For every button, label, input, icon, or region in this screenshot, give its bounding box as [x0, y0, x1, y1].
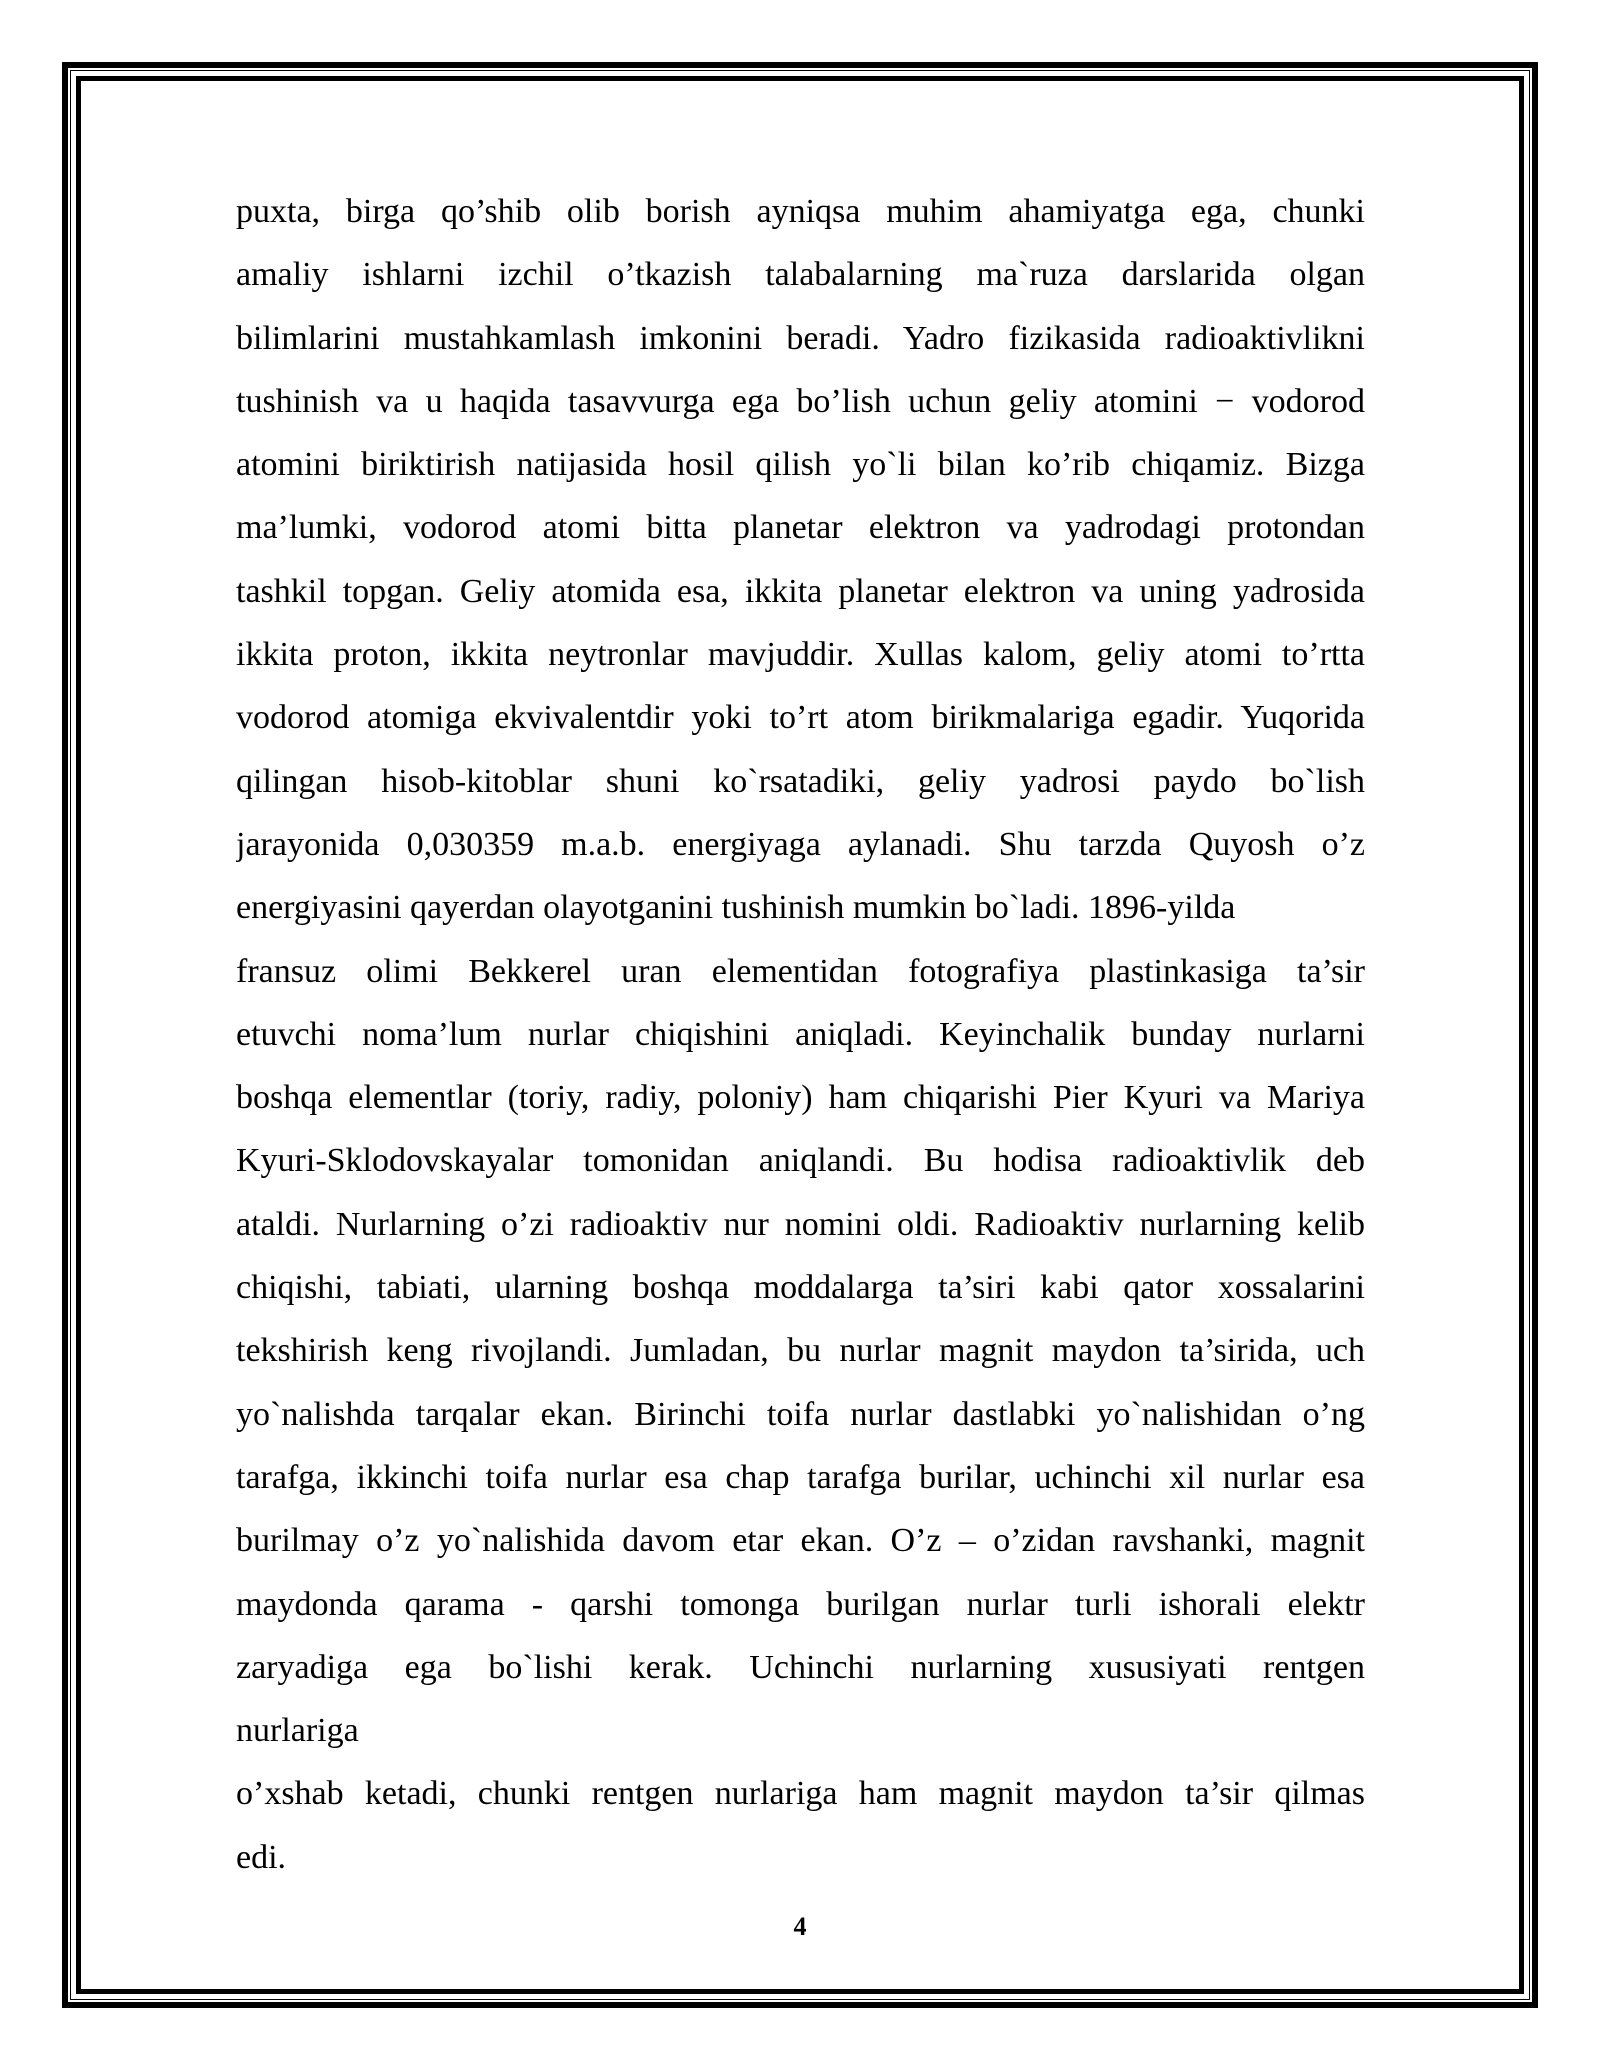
body-text-line: tarafga, ikkinchi toifa nurlar esa chap tarafga burilar, uchinchi xil nurlar esa — [236, 1458, 1365, 1496]
body-text-line: burilmay o’z yo`nalishida davom etar ekan. O’z – o’zidan ravshanki, magnit — [236, 1522, 1365, 1560]
body-text-line: energiyasini qayerdan olayotganini tushinish mumkin bo`ladi. 1896-yilda — [236, 889, 1236, 927]
body-text-line: vodorod atomiga ekvivalentdir yoki to’rt atom birikmalariga egadir. Yuqorida — [236, 699, 1365, 737]
body-text-line: qilingan hisob-kitoblar shuni ko`rsatadiki, geliy yadrosi paydo bo`lish — [236, 762, 1365, 800]
body-text-line: puxta, birga qo’shib olib borish ayniqsa muhim ahamiyatga ega, chunki — [236, 193, 1365, 230]
page-number: 4 — [793, 1912, 807, 1941]
body-text-line: boshqa elementlar (toriy, radiy, poloniy) ham chiqarishi Pier Kyuri va Mariya — [236, 1079, 1365, 1117]
body-text-line: nurlariga — [236, 1712, 359, 1750]
body-text-line: tashkil topgan. Geliy atomida esa, ikkita planetar elektron va uning yadrosida — [236, 572, 1365, 610]
body-text-line: yo`nalishda tarqalar ekan. Birinchi toifa nurlar dastlabki yo`nalishidan o’ng — [236, 1395, 1365, 1433]
body-text-line: ma’lumki, vodorod atomi bitta planetar elektron va yadrodagi protondan — [236, 509, 1365, 547]
body-text-line: fransuz olimi Bekkerel uran elementidan fotografiya plastinkasiga ta’sir — [236, 952, 1365, 990]
body-text-line: o’xshab ketadi, chunki rentgen nurlariga ham magnit maydon ta’sir qilmas — [236, 1775, 1365, 1813]
body-text-line: tushinish va u haqida tasavvurga ega bo’lish uchun geliy atomini − vodorod — [236, 382, 1365, 420]
body-text-line: edi. — [236, 1838, 287, 1876]
body-text-line: zaryadiga ega bo`lishi kerak. Uchinchi nurlarning xususiyati rentgen — [236, 1648, 1365, 1686]
body-text-line: bilimlarini mustahkamlash imkonini beradi. Yadro fizikasida radioaktivlikni — [236, 319, 1365, 357]
body-text-line: etuvchi noma’lum nurlar chiqishini aniqladi. Keyinchalik bunday nurlarni — [236, 1015, 1365, 1053]
body-text-line: amaliy ishlarni izchil o’tkazish talabalarning ma`ruza darslarida olgan — [236, 256, 1365, 294]
body-text-line: tekshirish keng rivojlandi. Jumladan, bu nurlar magnit maydon ta’sirida, uch — [236, 1332, 1365, 1370]
body-text-line: atomini biriktirish natijasida hosil qilish yo`li bilan ko’rib chiqamiz. Bizga — [236, 446, 1365, 484]
body-text-line: ataldi. Nurlarning o’zi radioaktiv nur nomini oldi. Radioaktiv nurlarning kelib — [236, 1205, 1365, 1243]
body-text-line: chiqishi, tabiati, ularning boshqa moddalarga ta’siri kabi qator xossalarini — [236, 1269, 1365, 1307]
page-body-text — [236, 180, 1365, 1889]
body-text-line: maydonda qarama - qarshi tomonga burilgan nurlar turli ishorali elektr — [236, 1585, 1365, 1623]
body-text-line: Kyuri-Sklodovskayalar tomonidan aniqlandi. Bu hodisa radioaktivlik deb — [236, 1142, 1365, 1180]
body-text-line: jarayonida 0,030359 m.a.b. energiyaga aylanadi. Shu tarzda Quyosh o’z — [236, 825, 1365, 863]
body-text-line: ikkita proton, ikkita neytronlar mavjuddir. Xullas kalom, geliy atomi to’rtta — [236, 636, 1365, 674]
